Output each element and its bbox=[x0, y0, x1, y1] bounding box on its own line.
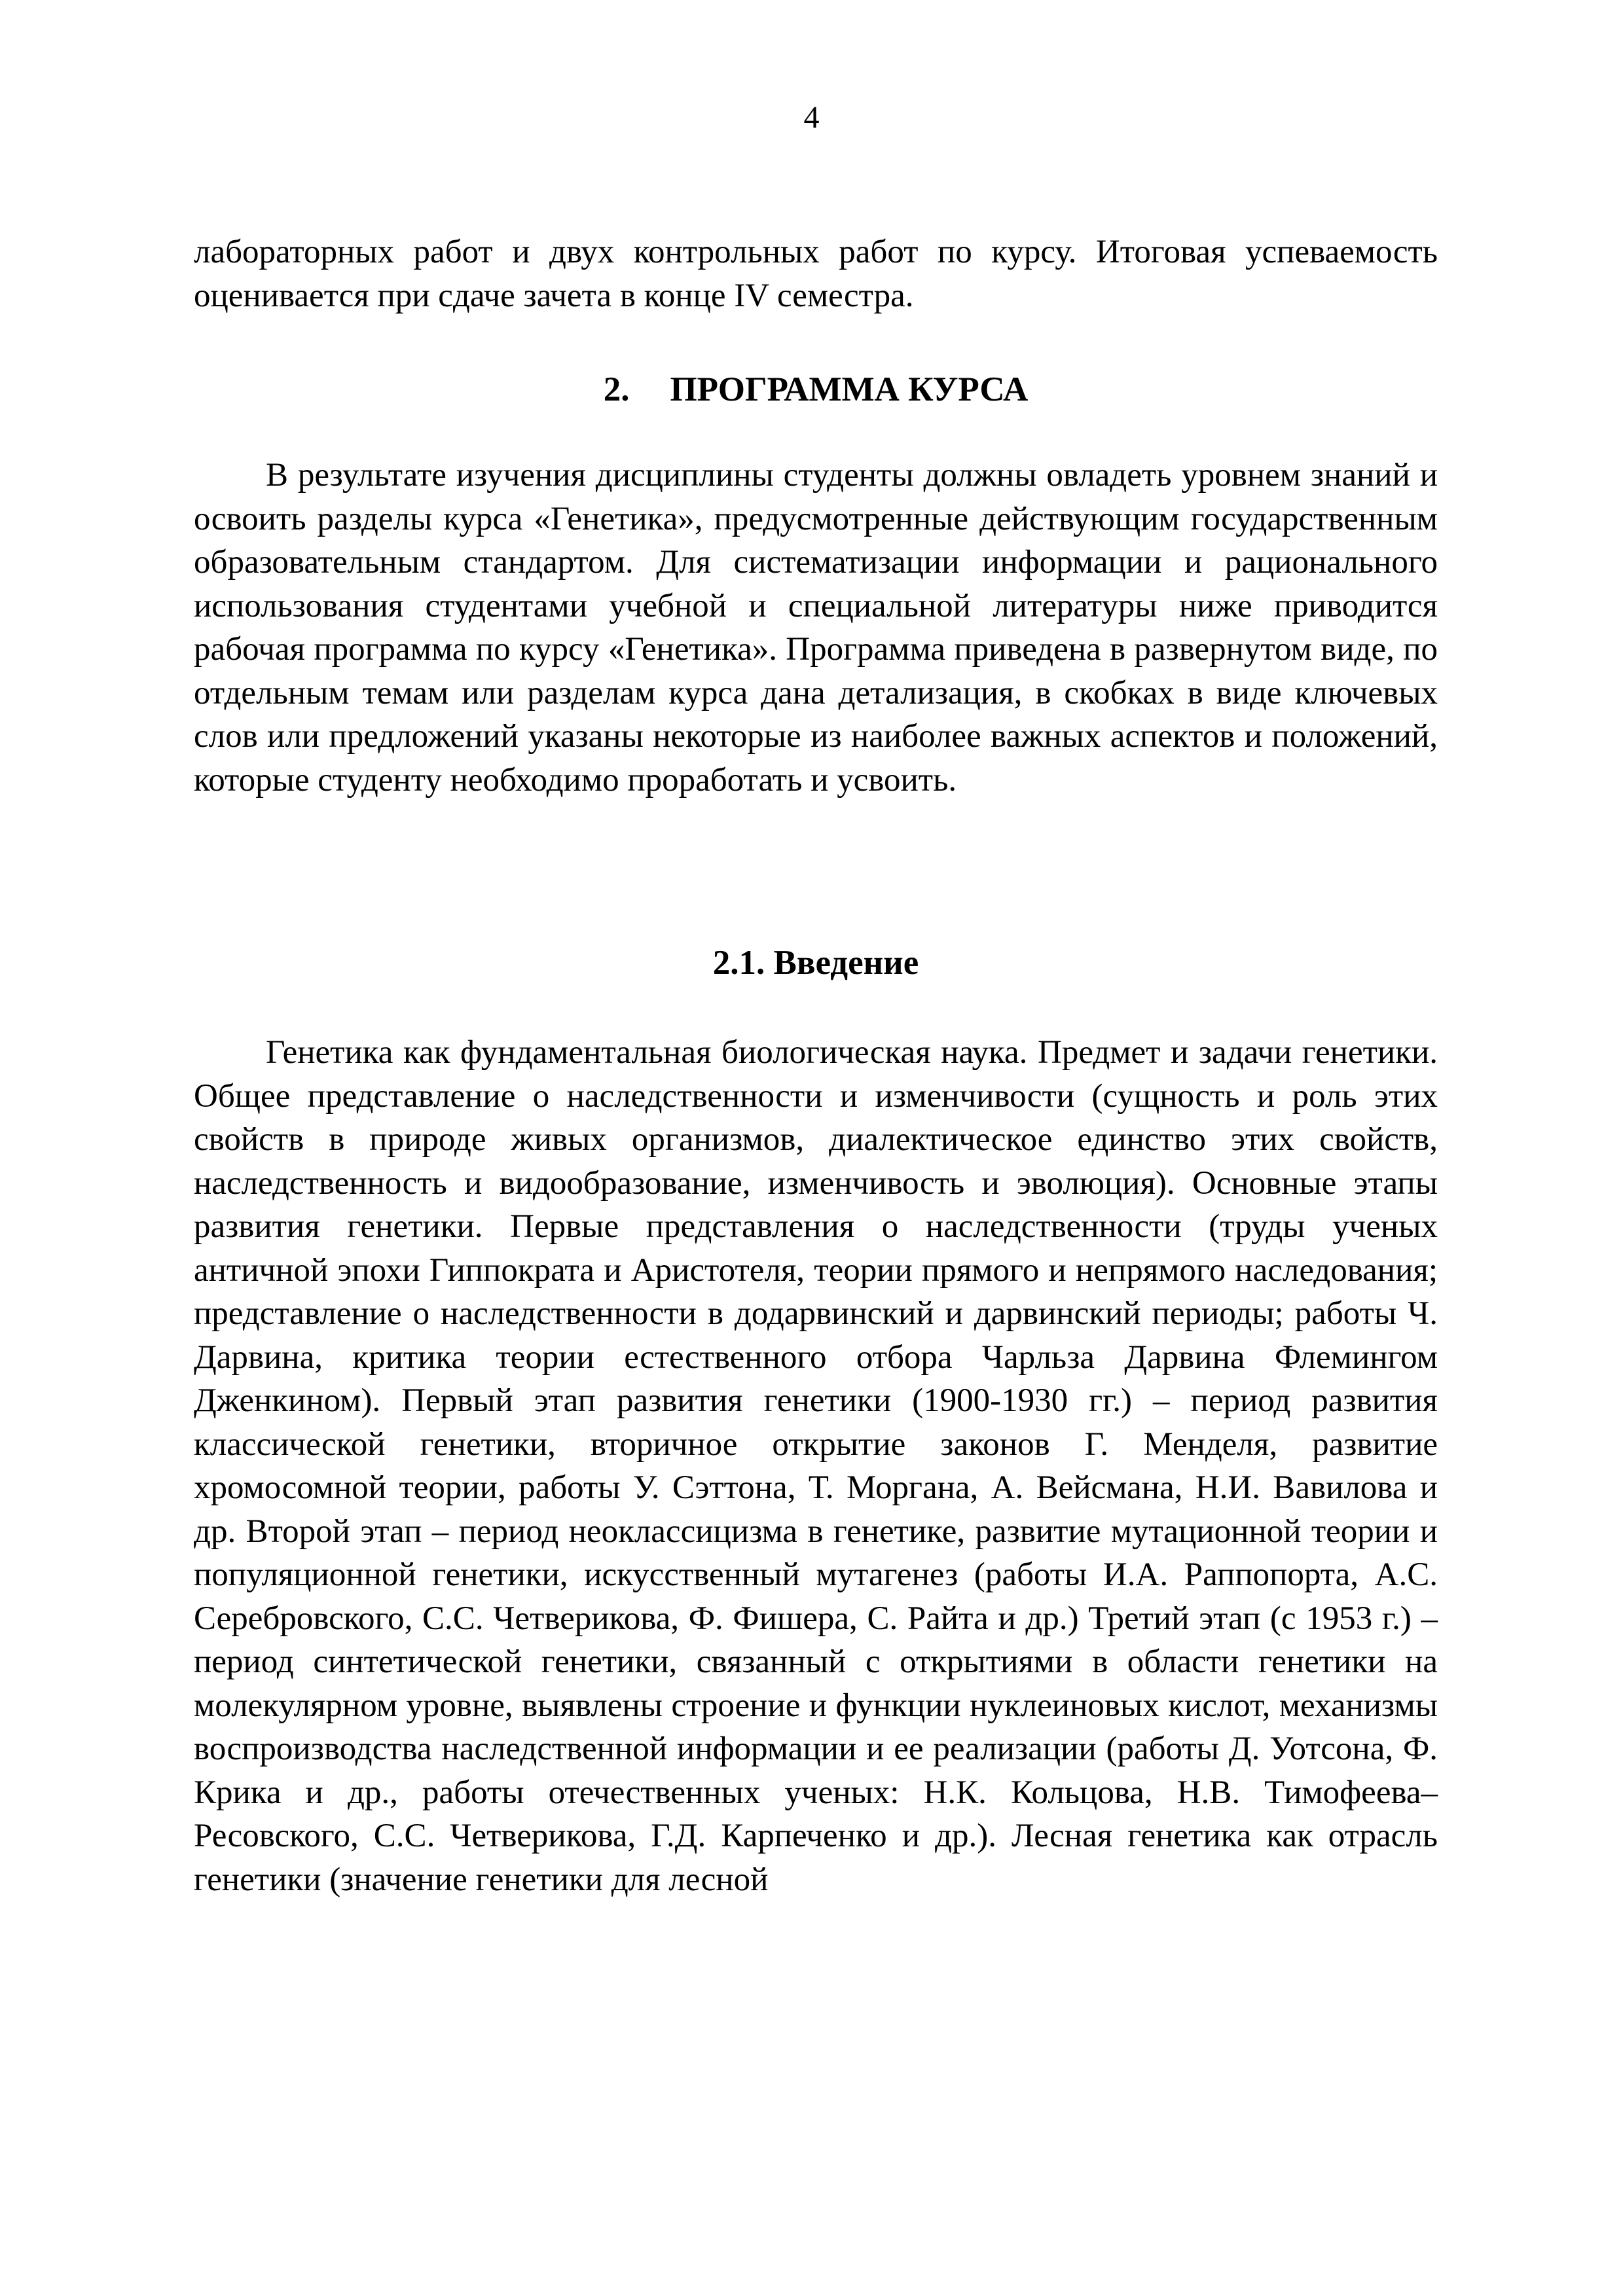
intro-paragraph: Генетика как фундаментальная биологическая наука. Предмет и задачи генетики. Общее представление о наследственности и изменчивости (сущность и роль этих свойств в природе живых организмов, диалектическое единство этих свойств, наследственность и видообразование, изменчивость и эволюция). Основные этапы развития генетики. Первые представления о наследственности (труды ученых античной эпохи Гиппократа и Аристотеля, теории прямого и непрямого наследования; представление о наследственности в додарвинский и дарвинский периоды; работы Ч. Дарвина, критика теории естественного отбора Чарльза Дарвина Флемингом Дженкином). Первый этап развития генетики (1900-1930 гг.) – период развития классической генетики, вторичное открытие законов Г. Менделя, развитие хромосомной теории, работы У. Сэттона, Т. Моргана, А. Вейсмана, Н.И. Вавилова и др. Второй этап – период неоклассицизма в генетике, развитие мутационной теории и популяционной генетики, искусственный мутагенез (работы И.А. Раппопорта, А.С. Серебровского, С.С. Четверикова, Ф. Фишера, С. Райта и др.) Третий этап (с 1953 г.) – период синтетической генетики, связанный с открытиями в области генетики на молекулярном уровне, выявлены строение и функции нуклеиновых кислот, механизмы воспроизводства наследственной информации и ее реализации (работы Д. Уотсона, Ф. Крика и др., работы отечественных ученых: Н.К. Кольцова, Н.В. Тимофеева–Ресовского, С.С. Четверикова, Г.Д. Карпеченко и др.). Лесная генетика как отрасль генетики (значение генетики для лесной bbox=[194, 1034, 1438, 1898]
subsection-heading-intro: 2.1. Введение bbox=[712, 944, 919, 982]
program-paragraph: В результате изучения дисциплины студенты должны овладеть уровнем знаний и освоить разделы курса «Генетика», предусмотренные действующим государственным образовательным стандартом. Для систематизации информации и рационального использования студентами учебной и специальной литературы ниже приводится рабочая программа по курсу «Генетика». Программа приведена в развернутом виде, по отдельным темам или разделам курса дана детализация, в скобках в виде ключевых слов или предложений указаны некоторые из наиболее важных аспектов и положений, которые студенту необходимо проработать и усвоить. bbox=[194, 457, 1438, 798]
continued-paragraph: лабораторных работ и двух контрольных работ по курсу. Итоговая успеваемость оценивается при сдаче зачета в конце IV семестра. bbox=[194, 234, 1438, 314]
section-title: ПРОГРАММА КУРСА bbox=[670, 370, 1029, 408]
section-number: 2. bbox=[603, 370, 630, 408]
page-number: 4 bbox=[803, 100, 820, 135]
section-heading-program bbox=[194, 368, 1438, 411]
